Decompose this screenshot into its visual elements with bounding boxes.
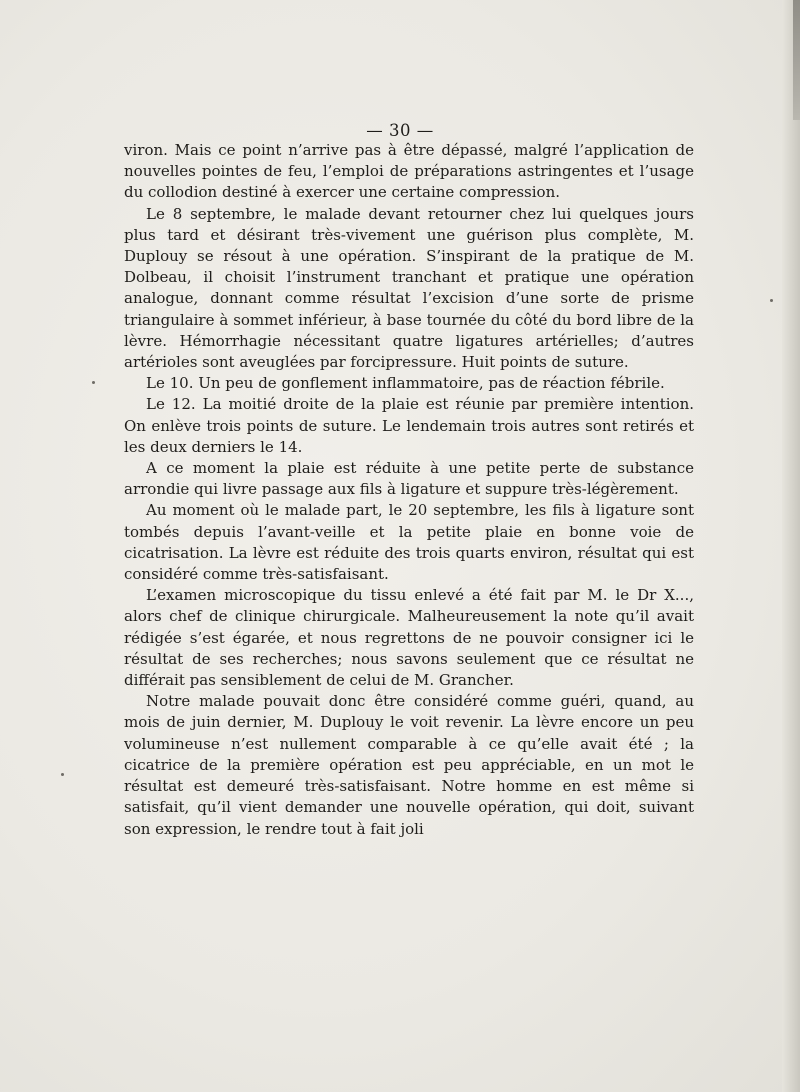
paragraph: A ce moment la plaie est réduite à une petite perte de substance arrondie qui livre passage aux fils à ligature et suppure très-légèrement. — [124, 459, 694, 499]
page-edge-shadow — [782, 0, 800, 1092]
paragraph: Le 8 septembre, le malade devant retourner chez lui quelques jours plus tard et désirant très-vivement une guérison plus complète, M. Duplouy se résout à une opération. S’inspirant de la pratique de M. Dolbeau, il choisit l’instrument tranchant et pratique une opération analogue, donnant comme résultat l’excision d’une sorte de prisme triangulaire à sommet inférieur, à base tournée du côté du bord libre de la lèvre. Hémorrhagie nécessitant quatre ligatures artérielles; d’autres artérioles sont aveuglées par forcipressure. Huit points de suture. — [124, 204, 694, 372]
paragraph: Le 12. La moitié droite de la plaie est réunie par première intention. On enlève trois points de suture. Le lendemain trois autres sont retirés et les deux derniers le 14. — [124, 395, 694, 456]
print-speck — [770, 299, 773, 302]
paragraph: Notre malade pouvait donc être considéré comme guéri, quand, au mois de juin dernier, M. Duplouy le voit revenir. La lèvre encore un peu volumineuse n’est nullement comparable à ce qu’elle avait été ; la cicatrice de la première opération est peu appréciable, en un mot le résultat est demeuré très-satisfaisant. Notre homme en est même si satisfait, qu’il vient demander une nouvelle opération, qui doit, suivant son expression, le rendre tout à fait joli — [124, 692, 694, 838]
page-number: — 30 — — [366, 121, 434, 140]
print-speck — [61, 773, 64, 776]
body-text — [124, 140, 694, 840]
paragraph: L’examen microscopique du tissu enlevé a été fait par M. le Dr X..., alors chef de clinique chirurgicale. Malheureusement la note qu’il avait rédigée s’est égarée, et nous regrettons de ne pouvoir consigner ici le résultat de ses recherches; nous savons seulement que ce résultat ne différait pas sensiblement de celui de M. Grancher. — [124, 586, 694, 690]
page-corner-shadow — [793, 0, 800, 120]
paragraph: Le 10. Un peu de gonflement inflammatoire, pas de réaction fébrile. — [146, 374, 665, 393]
paragraph: viron. Mais ce point n’arrive pas à être dépassé, malgré l’application de nouvelles pointes de feu, l’emploi de préparations astringentes et l’usage du collodion destiné à exercer une certaine compression. — [124, 141, 694, 202]
paragraph: Au moment où le malade part, le 20 septembre, les fils à ligature sont tombés depuis l’avant-veille et la petite plaie en bonne voie de cicatrisation. La lèvre est réduite des trois quarts environ, résultat qui est considéré comme très-satisfaisant. — [124, 501, 694, 584]
print-speck — [92, 381, 95, 384]
